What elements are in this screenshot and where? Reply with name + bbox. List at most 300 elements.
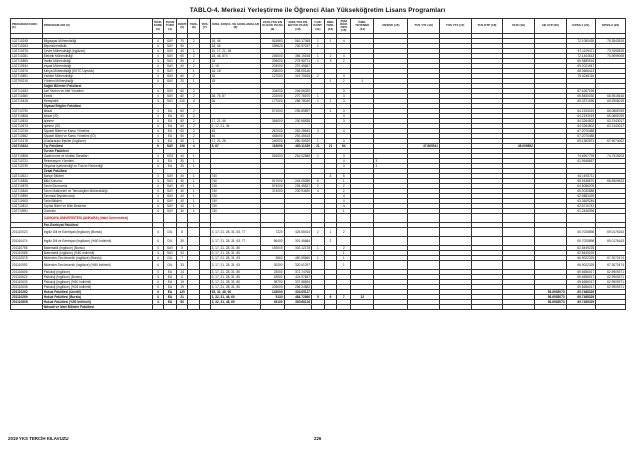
column-header: YKS. (7) [200,19,211,34]
table-cell: 2 [337,189,351,194]
table-cell: 3, 32, 31, 48, 60 [210,300,261,305]
table-cell: 1 [188,199,200,204]
table-cell: 73.7690819 [596,49,626,54]
table-cell [337,237,351,246]
table-cell: 30 [176,164,188,169]
table-cell: 2 [188,119,200,124]
table-cell: DİL [164,261,177,270]
table-cell [566,214,596,223]
table-cell: 2 [188,124,200,129]
table-cell: 3, 17, 21, 28, 31, 63, 77 [210,237,261,246]
table-cell: 68.9515616 [596,94,626,99]
table-cell: 740 [210,174,261,179]
table-cell: 2 [337,79,351,84]
table-cell: 3 [324,59,337,64]
table-cell: 1 [188,69,200,74]
table-cell [471,214,503,223]
table-cell: 69.3371095 [566,99,596,104]
table-cell: 1 [312,99,325,104]
table-cell: 40 [176,174,188,179]
table-cell: SAY [164,194,177,199]
table-cell [312,305,325,310]
table-cell: SAY [164,89,177,94]
table-cell: 235.69897 [284,109,311,114]
table-cell: 23000 [261,270,284,275]
table-cell: 7 [176,256,188,261]
table-cell: 2, 17, 21, 46 [210,124,261,129]
table-cell [534,237,566,246]
table-cell [210,214,261,223]
table-cell: 30 [176,159,188,164]
table-cell: 67.9074002 [596,139,626,144]
university-row [11,214,626,223]
table-cell: 130 [176,99,188,104]
table-cell: 2 [337,184,351,189]
table-cell: 102710178 [11,139,43,144]
table-cell [534,214,566,223]
table-cell: 201110262 [11,290,43,295]
table-cell: 364000 [261,119,284,124]
table-cell: Kimya Mühendisliği (KKTC Uyruklu) [42,69,152,74]
table-cell: 63.3609246 [566,199,596,204]
table-cell: 1 [312,256,325,261]
table-cell [284,305,311,310]
table-cell: 2 [188,89,200,94]
table-cell: 62.8449225 [566,246,596,251]
table-cell [351,305,374,310]
table-cell: 5 [337,174,351,179]
table-cell: 3 [337,109,351,114]
table-cell [324,214,337,223]
table-cell: İnşaat Mühendisliği [42,64,152,69]
table-cell: 2 [324,54,337,59]
table-cell: 69.0176163 [596,237,626,246]
table-cell: 201110023 [11,228,43,237]
table-cell [176,214,188,223]
table-cell: SAY [164,209,177,214]
table-cell [351,214,374,223]
table-cell: 425.65414 [284,228,311,237]
table-cell: EA [164,285,177,290]
table-cell: 4 [152,49,164,54]
table-cell: 230.97037 [284,44,311,49]
table-cell: SAY [164,144,177,149]
table-cell: 2 [324,237,337,246]
table-cell: EA [164,119,177,124]
table-cell: 4 [152,154,164,159]
table-cell: 1 [324,39,337,44]
table-cell: 1 [188,49,200,54]
table-cell: 76.6246116 [566,74,596,79]
table-cell: 2 [312,184,325,189]
table-cell: 14 [176,270,188,275]
table-cell [596,305,626,310]
table-cell: 60 [176,119,188,124]
table-cell: Gastronomi ve Mutfak Sanatları [42,154,152,159]
table-row [11,228,626,237]
table-cell: 177000 [261,99,284,104]
table-cell: EA [164,280,177,285]
table-cell: 62.8449225 [566,251,596,256]
table-cell: 2 [312,228,325,237]
table-cell: 4 [152,246,164,251]
table-cell: Hukuk Fakültesi (Burslu) [42,295,152,300]
table-cell: 235.45827 [284,184,311,189]
table-cell: 40 [176,49,188,54]
table-cell [534,305,566,310]
table-cell: Hukuk Fakültesi (%50 İndirimli) [42,300,152,305]
table-cell [374,261,408,270]
table-cell: 65.9158670 [566,179,596,184]
table-cell: 102710263 [11,44,43,49]
table-cell: 118000 [261,144,284,149]
column-header: ÖZEL YETENEK (14) [351,19,374,34]
table-cell: 102710576 [11,69,43,74]
table-cell: İşletme [42,119,152,124]
table-cell: 4 [337,39,351,44]
table-cell: 3, 17, 21, 28, 31, 80 [210,270,261,275]
table-cell: 102710534 [11,64,43,69]
table-cell: 46 [210,134,261,139]
table-cell [188,305,200,310]
table-cell: 62.6710742 [566,204,596,209]
table-cell: 69.0176163 [596,228,626,237]
table-cell: 4 [152,99,164,104]
table-cell: 4 [152,300,164,305]
table-cell: 4 [152,275,164,280]
table-cell: Turizm Fakültesi [42,149,152,154]
table-cell [503,305,535,310]
table-cell: 56400 [261,237,284,246]
table-cell: 230.93690 [284,189,311,194]
table-cell: Harita Mühendisliği [42,59,152,64]
table-cell: 201110808 [11,300,43,305]
table-cell: 69.7488329 [566,295,596,300]
table-cell: EA [164,139,177,144]
table-cell: 4 [337,199,351,204]
table-cell: 69.2021547 [566,64,596,69]
table-cell [11,305,43,310]
table-cell: 3, 17, 21, 28, 31, 80 [210,246,261,251]
table-cell: SAY [164,59,177,64]
table-cell: 275.98771 [284,59,311,64]
table-cell: 3, 17, 21, 28, 31, 80 [210,275,261,280]
table-cell: Siyasal Bilgiler Fakültesi [42,104,152,109]
table-cell: Seyahat İşletmeciliği ve Turizm Rehberliği [42,164,152,169]
table-cell: 102710721 [11,159,43,164]
table-cell [351,261,374,270]
table-cell [439,237,471,246]
table-cell: Toprak Bilimi ve Bitki Besleme [42,204,152,209]
table-cell [11,214,43,223]
table-cell [471,261,503,270]
table-cell: 515583 [261,39,284,44]
table-cell: 1 [188,154,200,159]
table-cell: 18, 46, 874 [210,54,261,59]
table-cell [408,261,440,270]
table-cell: Fen-Edebiyat Fakültesi [42,223,152,228]
table-cell: 21 [176,295,188,300]
table-cell: SAY [164,64,177,69]
table-cell [200,261,211,270]
column-header: PROGRAM ADI (2) [42,19,152,34]
table-cell: Siyaset Bilimi ve Kamu Yönetimi [42,129,152,134]
table-cell: 740 [210,204,261,209]
table-cell: 65.0865769 [596,109,626,114]
table-cell: 102710878 [11,184,43,189]
table-cell: 540.17368 [284,39,311,44]
table-cell: 156 [176,144,188,149]
table-row [11,261,626,270]
table-cell [408,237,440,246]
table-cell: 201110756 [11,246,43,251]
table-cell: 3 [337,119,351,124]
table-cell: 1 [324,228,337,237]
table-cell: 4 [152,89,164,94]
table-cell: 4 [152,270,164,275]
table-cell: 6 [324,295,337,300]
table-cell [471,228,503,237]
table-cell: 62.9909371 [596,280,626,285]
table-cell: 40 [176,179,188,184]
table-cell: 84 [337,144,351,149]
table-cell: İktisat (İÖ) [42,114,152,119]
table-cell: 47.865511 [408,144,440,149]
table-cell [439,214,471,223]
table-cell: EA [164,164,177,169]
table-cell [439,305,471,310]
column-header: 2018 ÖĞR. OKS (13) [337,19,351,34]
table-cell [471,305,503,310]
table-cell: 380.66116 [284,300,311,305]
column-header: DUS (19) [503,19,535,34]
table-cell: Tarımsal Biyoteknoloji [42,194,152,199]
table-cell: 61.2446096 [566,209,596,214]
table-cell: 18 [210,59,261,64]
table-cell: 102710673 [11,124,43,129]
table-cell: 45100 [261,300,284,305]
table-cell: 445000 [261,134,284,139]
table-cell: 292.45615 [284,134,311,139]
table-cell: Tıp Fakültesi [42,144,152,149]
table-cell: 69.6656017 [566,275,596,280]
table-cell: 2 [337,246,351,251]
table-cell: 1 [312,154,325,159]
table-cell: 245000 [261,54,284,59]
table-cell: 102710591 [11,209,43,214]
table-cell: 36, 76, 87 [210,94,261,99]
table-cell: 102710869 [11,59,43,64]
table-cell: EA [164,300,177,305]
table-cell: 4 [152,295,164,300]
table-cell: 1 [337,256,351,261]
table-cell: 254.02888 [284,154,311,159]
table-cell: 4 [337,159,351,164]
table-cell: 4 [152,209,164,214]
table-cell: 484.72980 [284,295,311,300]
table-cell: Ebelik [42,94,152,99]
table-cell [188,237,200,246]
table-cell: 4 [152,134,164,139]
table-cell: Mütercim-Tercümanlık (İngilizce) (Burslu) [42,256,152,261]
table-cell: Elektrik Mühendisliği [42,54,152,59]
table-cell: 1 [337,209,351,214]
table-cell: 56.6935073 [534,300,566,305]
table-cell: 5, 87 [210,144,261,149]
table-cell: 222000 [261,94,284,99]
table-cell: 67.1109471 [566,49,596,54]
table-cell: 143000 [261,290,284,295]
table-cell [503,261,535,270]
table-cell: 4 [152,290,164,295]
table-cell: 64.6086209 [566,184,596,189]
table-cell: 1 [188,179,200,184]
table-cell: 102710324 [11,144,43,149]
table-cell: Biyomühendislik [42,44,152,49]
table-cell: İngiliz Dili ve Edebiyatı (İngilizce) (%50 İndirimli) [42,237,152,246]
table-cell: 2 [188,74,200,79]
table-cell: 62.9909371 [596,270,626,275]
table-cell: 64.1693711 [566,174,596,179]
table-cell: 208000 [261,69,284,74]
table-cell: 36 [210,99,261,104]
table-cell: 4 [188,144,200,149]
table-cell: 60.7025898 [566,228,596,237]
table-cell: Psikoloji (İngilizce) (Burslu) [42,275,152,280]
table-cell: 75.3543519 [596,39,626,44]
table-cell: EA [164,129,177,134]
table-cell: EA [164,134,177,139]
table-cell: Bilgisayar Mühendisliği [42,39,152,44]
table-cell: 4 [152,285,164,290]
table-cell: 102710891 [11,74,43,79]
table-cell: 63.7443017 [596,119,626,124]
table-cell: 3 [337,99,351,104]
table-cell: 102710521 [11,174,43,179]
table-cell: 69.6656017 [566,280,596,285]
table-cell: 60 [176,74,188,79]
column-header: AB AYP (20) [534,19,566,34]
table-cell: 319.70616 [284,74,311,79]
table-cell: 50 [176,134,188,139]
table-cell: 201110578 [11,256,43,261]
table-cell: 102710281 [11,54,43,59]
table-cell: 60 [176,89,188,94]
table-cell: 17, 21, 46 [210,119,261,124]
table-cell [408,214,440,223]
table-cell: 201110269 [11,295,43,300]
table-cell: 102710745 [11,129,43,134]
table-cell: 4 [152,199,164,204]
table-cell: 6 [152,144,164,149]
table-cell [188,214,200,223]
table-cell: 1 [312,54,325,59]
table-cell: 4 [152,280,164,285]
table-cell [566,305,596,310]
table-cell: 50 [176,44,188,49]
table-cell: Zootekni [42,209,152,214]
table-cell: 60 [176,109,188,114]
table-cell: 201110624 [11,275,43,280]
table-cell [312,214,325,223]
table-cell: 4 [152,179,164,184]
table-cell: 1 [188,139,200,144]
table-cell: 3 [337,164,351,169]
table-cell: 740 [210,179,261,184]
table-cell: 1 [312,59,325,64]
table-cell: 3, 17, 21, 28, 31, 80 [210,280,261,285]
table-cell: 1 [337,251,351,256]
table-cell: 4 [152,139,164,144]
table-cell [351,237,374,246]
table-cell: 1 [312,94,325,99]
table-cell: 256.24582 [284,285,311,290]
table-cell: 244.09280 [284,179,311,184]
table-cell: 125 [176,290,188,295]
table-cell: 246.66330 [284,89,311,94]
table-cell: 574000 [261,184,284,189]
table-cell: 40 [176,199,188,204]
table-cell: 18, 46 [210,39,261,44]
table-cell: 1 [188,204,200,209]
table-cell: 69.7488329 [566,300,596,305]
table-cell: SAY [164,174,177,179]
table-cell [408,305,440,310]
column-header: PUAN TÜRÜ (4) [164,19,177,34]
table-cell: 3 [312,129,325,134]
table-cell: Sağlık Bilimleri Fakültesi [42,84,152,89]
table-cell: 70 [176,39,188,44]
table-cell: EA [164,159,177,164]
table-cell [176,305,188,310]
table-cell: 4 [152,237,164,246]
table-cell: Psikoloji (İngilizce) [42,270,152,275]
table-cell: 102710790 [11,109,43,114]
table-cell: 4 [152,94,164,99]
table-cell: 337.58694 [284,280,311,285]
table-cell: 4 [152,251,164,256]
table-cell: 66.9022325 [566,261,596,270]
table-cell: Bitki Koruma [42,179,152,184]
table-cell [200,228,211,237]
table-cell: 258.05146 [284,69,311,74]
table-cell: DİL [164,256,177,261]
table-cell: 4 [188,99,200,104]
table-cell: Yazılım Mühendisliği [42,74,152,79]
table-cell: 3 [374,159,408,164]
table-cell: 40 [176,189,188,194]
table-cell: 7 [337,295,351,300]
table-cell: 516000 [261,154,284,159]
table-cell: 40 [176,139,188,144]
table-cell: 201110606 [11,270,43,275]
table-cell: 102710245 [11,39,43,44]
table-cell: 740 [210,184,261,189]
table-cell: Rekreasyon Yönetimi [42,159,152,164]
table-cell [596,214,626,223]
table-cell: 102710815 [11,119,43,124]
table-cell: 4 [152,129,164,134]
table-cell [534,261,566,270]
table-cell [261,305,284,310]
table-cell [503,228,535,237]
table-cell: Tarım Ekonomisi [42,184,152,189]
table-cell: 230.66838 [284,119,311,124]
table-cell [200,237,211,246]
table-cell: 1 [188,164,200,169]
table-cell: 60 [176,124,188,129]
table-cell [312,261,325,270]
